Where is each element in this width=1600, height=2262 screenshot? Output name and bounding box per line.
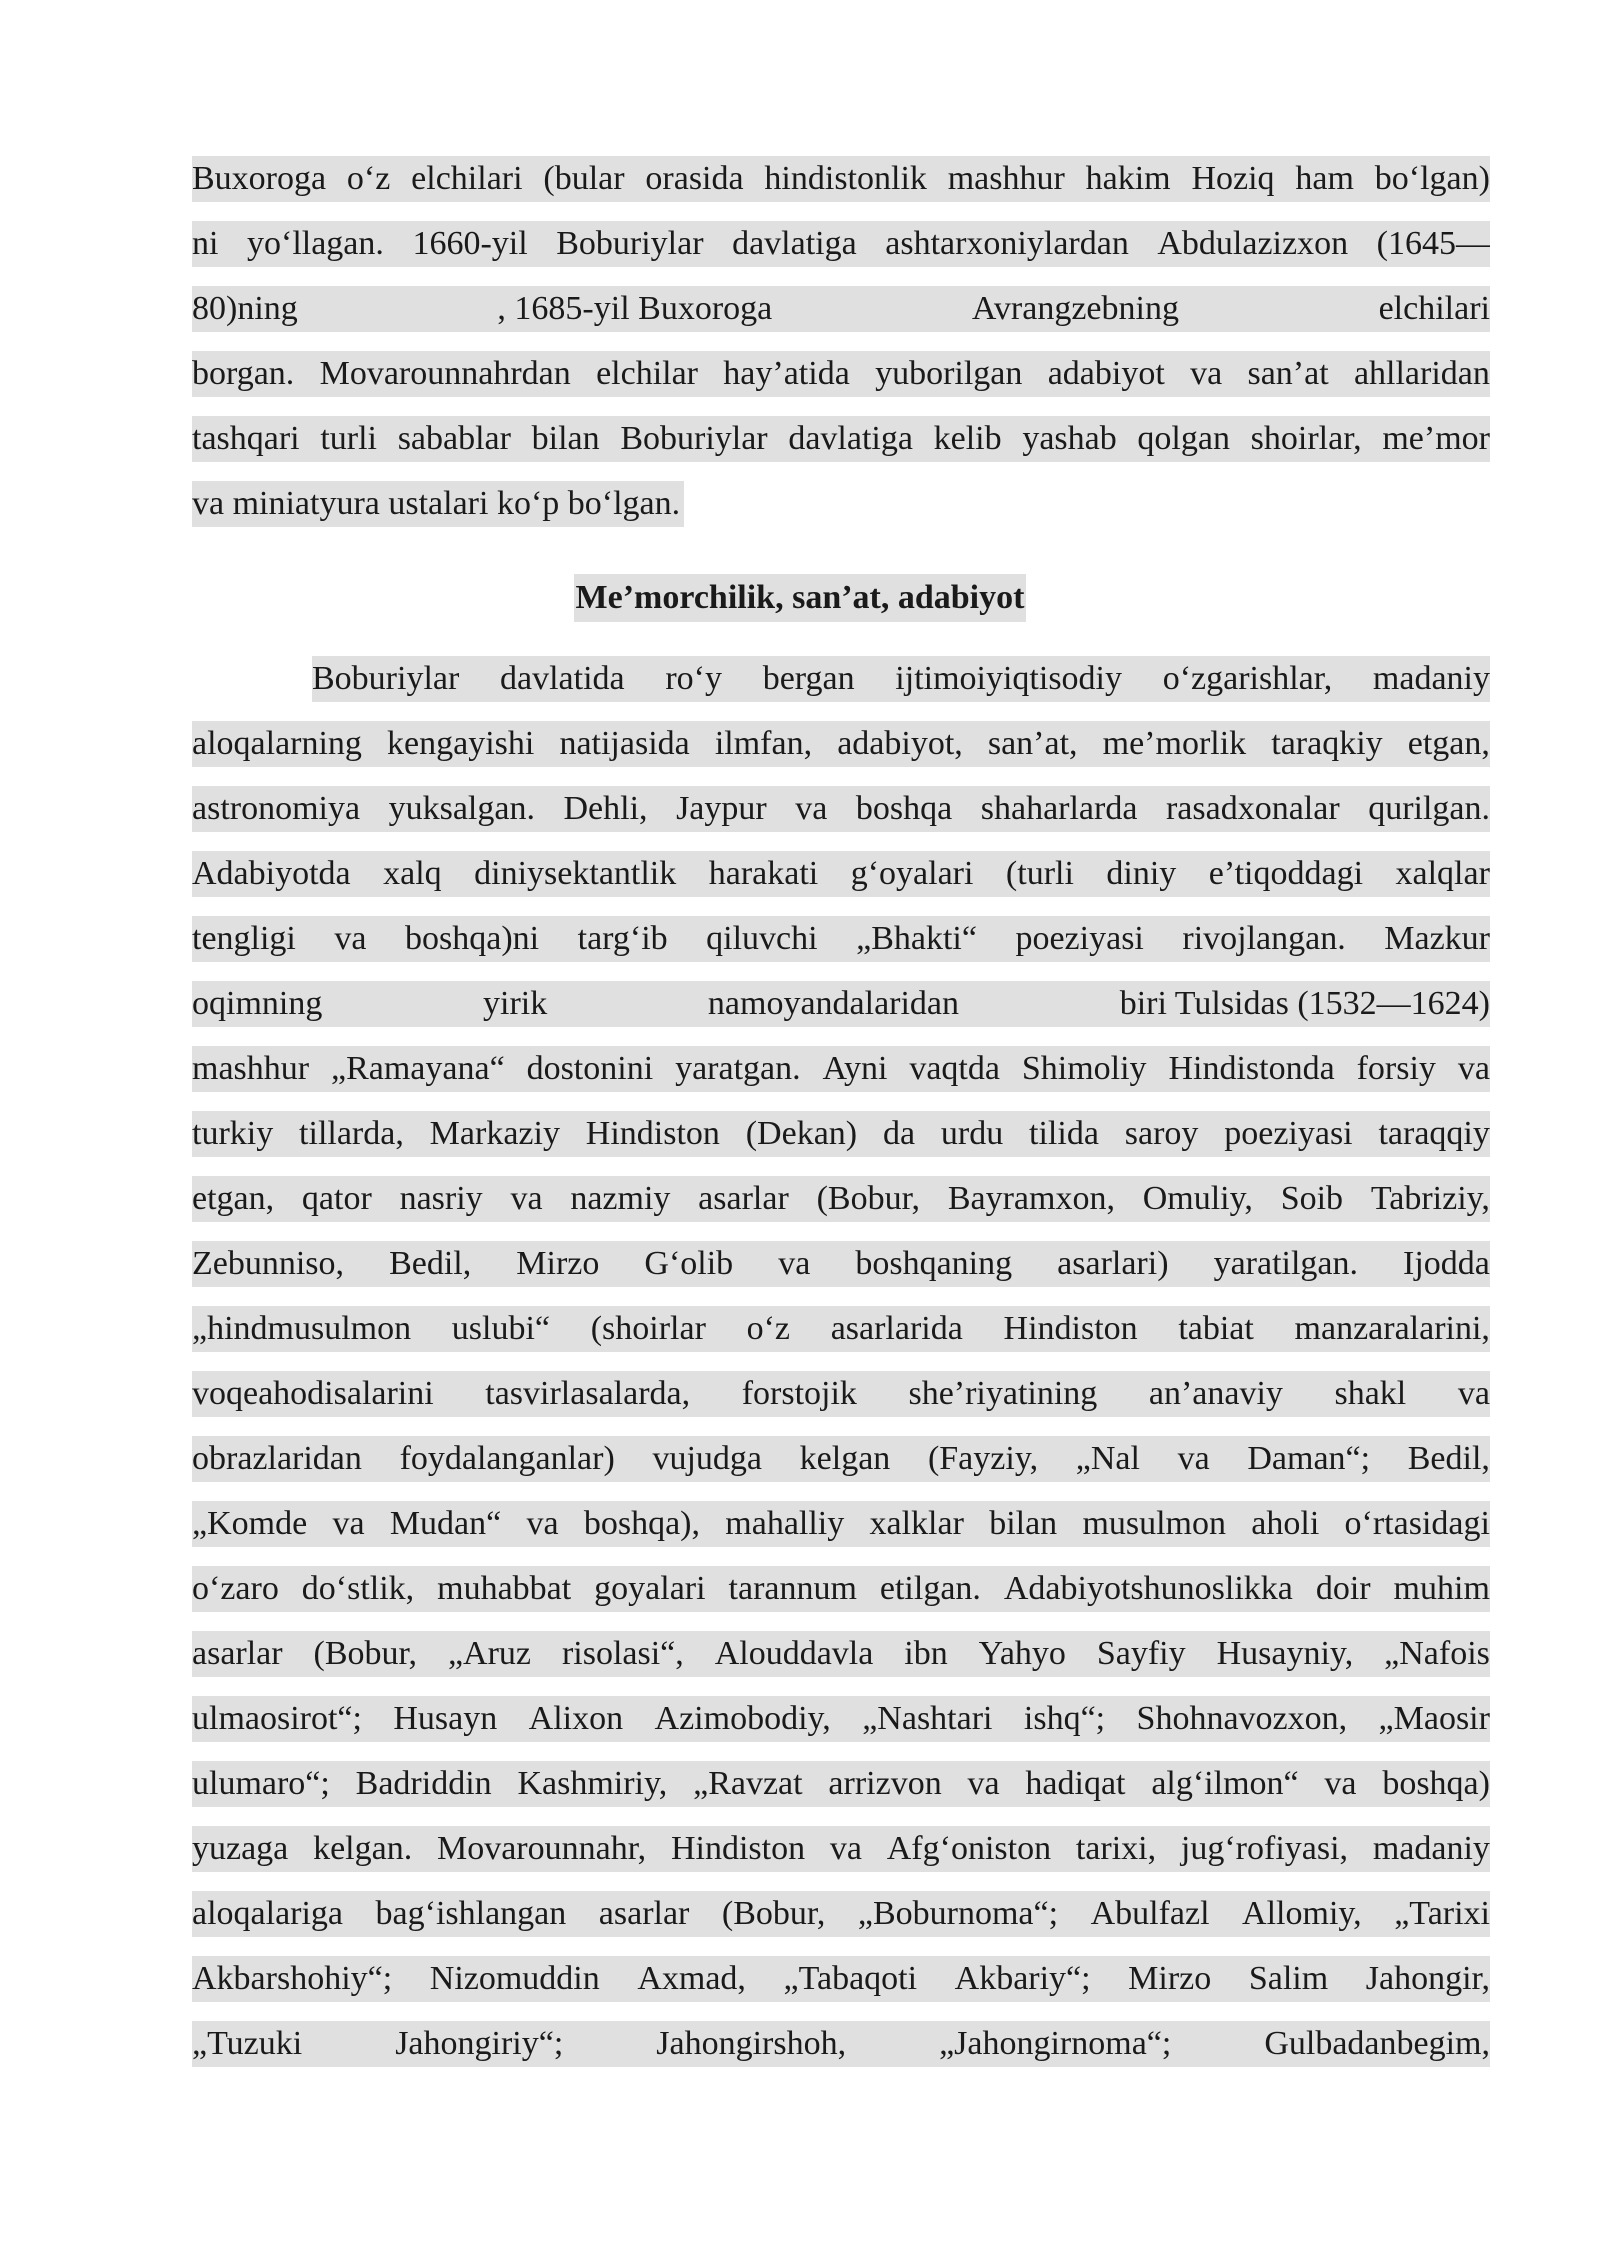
word: Ijodda [1403,1245,1490,1282]
word: va [334,920,367,957]
word: 1660-yil [412,225,528,262]
text-line [192,1956,1490,2002]
word: bo‘lgan) [1374,160,1490,197]
word: aholi [1251,1505,1320,1542]
word: asarlar [598,1895,690,1932]
word: Boburiylar [312,660,460,697]
text-line [192,156,1490,202]
word: yuksalgan. [388,790,535,827]
word: nasriy [399,1180,483,1217]
word: o‘zaro [192,1570,279,1607]
word: yuborilgan [875,355,1023,392]
word: turli [320,420,377,457]
word: „Bhakti“ [856,920,977,957]
word: Boburiylar [556,225,704,262]
word: tashqari [192,420,300,457]
word: davlatiga [788,420,913,457]
text-line [192,1436,1490,1482]
word: Adabiyotshunoslikka [1003,1570,1293,1607]
word: davlatida [500,660,625,697]
word: me’mor [1382,420,1490,457]
word: Jahongirshoh, [656,2025,847,2062]
word: poeziyasi [1015,920,1144,957]
word: Hindiston [585,1115,720,1152]
word: madaniy [1372,1830,1490,1867]
word: kelgan. [313,1830,413,1867]
word: , 1685-yil Buxoroga [497,290,773,327]
word: Adabiyotda [192,855,351,892]
word: Dehli, [563,790,648,827]
word: Kashmiriy, [517,1765,668,1802]
text-line [192,1371,1490,1417]
word: o‘z [746,1310,790,1347]
word: asarlari) [1057,1245,1169,1282]
word: „Nal [1075,1440,1140,1477]
word: ijtimoiyiqtisodiy [895,660,1122,697]
text-line [192,1046,1490,1092]
word: Hindistonda [1168,1050,1335,1087]
word: Alouddavla [714,1635,874,1672]
word: musulmon [1082,1505,1227,1542]
word: ulumaro“; [192,1765,330,1802]
word: davlatiga [732,225,857,262]
word: va [1457,1375,1490,1412]
word: o‘zgarishlar, [1162,660,1333,697]
word: she’riyatining [908,1375,1098,1412]
text-line [192,286,1490,332]
word: san’at, [987,725,1078,762]
word: shakl [1334,1375,1407,1412]
word: Avrangzebning [971,290,1179,327]
word: „hindmusulmon [192,1310,412,1347]
word: shaharlarda [980,790,1138,827]
word: Omuliy, [1142,1180,1253,1217]
line-text: va miniatyura ustalari ko‘p bo‘lgan. [192,485,681,522]
word: G‘olib [644,1245,734,1282]
word: jug‘rofiyasi, [1180,1830,1349,1867]
word: Movarounnahr, [436,1830,647,1867]
word: borgan. [192,355,295,392]
word: xalq [383,855,442,892]
word: yaratgan. [675,1050,801,1087]
word: vaqtda [909,1050,1000,1087]
word: forsiy [1356,1050,1436,1087]
word: foydalanganlar) [399,1440,615,1477]
word: Mudan“ [389,1505,502,1542]
word: asarlar [192,1635,283,1672]
word: shoirlar, [1250,420,1362,457]
word: Akbariy“; [954,1960,1091,1997]
word: sabablar [397,420,511,457]
word: san’at [1247,355,1329,392]
word: tarannum [728,1570,857,1607]
word: ham [1295,160,1354,197]
text-line [192,416,1490,462]
word: Daman“; [1247,1440,1371,1477]
word: kengayishi [387,725,535,762]
text-line [192,1631,1490,1677]
word: madaniy [1372,660,1490,697]
word: Husayniy, [1216,1635,1354,1672]
word: obrazlaridan [192,1440,362,1477]
word: boshqaning [855,1245,1013,1282]
word: mashhur [192,1050,310,1087]
word: (1645— [1376,225,1490,262]
text-line [192,351,1490,397]
word: da [882,1115,916,1152]
text-line [192,1826,1490,1872]
word: ishq“; [1023,1700,1106,1737]
text-line [192,851,1490,897]
word: e’tiqoddagi [1208,855,1364,892]
word: natijasida [559,725,690,762]
word: aloqalariga [192,1895,344,1932]
word: poeziyasi [1224,1115,1353,1152]
word: Hoziq [1191,160,1275,197]
word: (bular [543,160,625,197]
word: goyalari [594,1570,706,1607]
word: „Tabaqoti [783,1960,918,1997]
word: tengligi [192,920,296,957]
section-heading [0,574,1600,622]
word: Jahongiriy“; [395,2025,564,2062]
word: Alixon [528,1700,624,1737]
word: asarlar [698,1180,789,1217]
text-line [192,2021,1490,2067]
word: tilida [1029,1115,1099,1152]
word: qurilgan. [1368,790,1490,827]
word: oqimning [192,985,323,1022]
text-line [192,221,1490,267]
word: yo‘llagan. [247,225,384,262]
word: yaratilgan. [1213,1245,1358,1282]
word: orasida [645,160,744,197]
word: (Bobur, [721,1895,826,1932]
word: rivojlangan. [1182,920,1346,957]
word: va [778,1245,811,1282]
word: boshqa) [1382,1765,1490,1802]
word: namoyandalaridan [707,985,960,1022]
word: Abdulazizxon [1157,225,1349,262]
word: boshqa)ni [405,920,540,957]
word: va [795,790,828,827]
word: Yahyo [978,1635,1066,1672]
word: yuzaga [192,1830,289,1867]
word: aloqalarning [192,725,362,762]
word: muhabbat [437,1570,572,1607]
word: Gulbadanbegim, [1264,2025,1490,2062]
word: Akbarshohiy“; [192,1960,393,1997]
word: qator [301,1180,372,1217]
word: 80)ning [192,290,298,327]
text-line [192,1176,1490,1222]
word: risolasi“, [561,1635,684,1672]
word: forstojik [741,1375,857,1412]
word: kelib [933,420,1002,457]
word: Soib [1280,1180,1344,1217]
word: turkiy [192,1115,274,1152]
word: ashtarxoniylardan [885,225,1129,262]
word: diniysektantlik [474,855,677,892]
word: alg‘ilmon“ [1151,1765,1299,1802]
word: hindistonlik [764,160,927,197]
word: hadiqat [1025,1765,1126,1802]
word: mashhur [947,160,1065,197]
word: Allomiy, [1242,1895,1362,1932]
word: adabiyot, [837,725,963,762]
word: uslubi“ [451,1310,551,1347]
word: (Dekan) [745,1115,858,1152]
word: vujudga [652,1440,762,1477]
word: Zebunniso, [192,1245,345,1282]
word: Abulfazl [1090,1895,1210,1932]
word: Hindiston [1003,1310,1138,1347]
word: xalklar [869,1505,964,1542]
word: va [510,1180,543,1217]
text-line [192,1501,1490,1547]
word: arrizvon [828,1765,942,1802]
word: va [967,1765,1000,1802]
word: me’morlik [1102,725,1247,762]
word: (Fayziy, [927,1440,1039,1477]
word: Axmad, [637,1960,746,1997]
word: boshqa), [583,1505,701,1542]
word: „Nashtari [862,1700,993,1737]
text-line [192,981,1490,1027]
word: „Aruz [447,1635,532,1672]
word: doir [1315,1570,1371,1607]
word: tarixi, [1075,1830,1157,1867]
text-line [192,916,1490,962]
word: (shoirlar [590,1310,706,1347]
word: g‘oyalari [850,855,974,892]
word: qiluvchi [706,920,818,957]
word: qolgan [1137,420,1230,457]
word: yirik [483,985,548,1022]
word: urdu [940,1115,1004,1152]
word: Nizomuddin [429,1960,600,1997]
word: bilan [531,420,600,457]
word: bergan [762,660,855,697]
word: Hindiston [670,1830,806,1867]
word: harakati [708,855,819,892]
word: Mazkur [1384,920,1490,957]
text-line [192,1306,1490,1352]
word: „Tuzuki [192,2025,303,2062]
word: tillarda, [299,1115,404,1152]
word: Azimobodiy, [654,1700,831,1737]
word: va [526,1505,559,1542]
word: biri Tulsidas (1532—1624) [1119,985,1490,1022]
word: elchilari [1378,290,1490,327]
word: Sayfiy [1096,1635,1186,1672]
word: dostonini [526,1050,654,1087]
word: Bedil, [389,1245,472,1282]
word: Tabriziy, [1370,1180,1490,1217]
word: „Maosir [1378,1700,1490,1737]
word: va [1190,355,1223,392]
word: kelgan [799,1440,891,1477]
word: saroy [1124,1115,1199,1152]
word: ro‘y [665,660,722,697]
word: va [1324,1765,1357,1802]
word: ilmfan, [714,725,813,762]
word: adabiyot [1047,355,1165,392]
word: boshqa [855,790,953,827]
text-line [192,481,684,527]
word: diniy [1106,855,1177,892]
word: Afg‘oniston [886,1830,1052,1867]
text-line [192,1241,1490,1287]
word: an’anaviy [1148,1375,1283,1412]
word: Husayn [393,1700,498,1737]
word: Bedil, [1407,1440,1490,1477]
word: elchilar [596,355,698,392]
word: Bayramxon, [947,1180,1115,1217]
word: va [829,1830,862,1867]
word: (Bobur, [816,1180,921,1217]
word: bilan [989,1505,1058,1542]
word: Boburiylar [620,420,768,457]
word: ibn [904,1635,948,1672]
word: voqeahodisalarini [192,1375,434,1412]
word: Markaziy [429,1115,560,1152]
text-line [192,1761,1490,1807]
word: va [1177,1440,1210,1477]
word: tabiat [1178,1310,1254,1347]
word: tasvirlasalarda, [485,1375,691,1412]
word: ni [192,225,219,262]
section-heading-text: Me’morchilik, san’at, adabiyot [574,574,1027,622]
word: Mirzo [1128,1960,1212,1997]
word: do‘stlik, [301,1570,415,1607]
text-line [312,656,1490,702]
word: Shohnavozxon, [1136,1700,1348,1737]
word: bag‘ishlangan [375,1895,567,1932]
word: va [332,1505,365,1542]
word: „Nafois [1384,1635,1490,1672]
word: Salim [1248,1960,1329,1997]
word: Badriddin [355,1765,492,1802]
word: yashab [1022,420,1117,457]
word: taraqkiy [1271,725,1383,762]
text-line [192,1111,1490,1157]
word: ulmaosirot“; [192,1700,362,1737]
word: taraqqiy [1378,1115,1490,1152]
word: „Tarixi [1394,1895,1490,1932]
word: mahalliy [725,1505,845,1542]
word: o‘z [346,160,391,197]
word: manzaralarini, [1294,1310,1490,1347]
word: ahllaridan [1353,355,1490,392]
word: „Boburnoma“; [857,1895,1059,1932]
word: Movarounnahrdan [319,355,571,392]
word: nazmiy [570,1180,671,1217]
word: „Komde [192,1505,308,1542]
word: (turli [1005,855,1074,892]
text-line [192,1891,1490,1937]
word: etilgan. [879,1570,981,1607]
word: elchilari [411,160,523,197]
word: rasadxonalar [1165,790,1340,827]
text-line [192,786,1490,832]
text-line [192,1696,1490,1742]
word: asarlarida [830,1310,963,1347]
word: hakim [1085,160,1171,197]
word: va [1457,1050,1490,1087]
word: Shimoliy [1021,1050,1147,1087]
word: etgan, [192,1180,275,1217]
word: „Jahongirnoma“; [939,2025,1172,2062]
word: Jahongir, [1365,1960,1490,1997]
word: Jaypur [676,790,767,827]
word: Ayni [822,1050,888,1087]
word: astronomiya [192,790,361,827]
word: xalqlar [1395,855,1490,892]
text-line [192,721,1490,767]
word: targ‘ib [577,920,668,957]
word: o‘rtasidagi [1344,1505,1490,1542]
word: hay’atida [723,355,850,392]
word: Mirzo [516,1245,600,1282]
word: muhim [1393,1570,1490,1607]
word: etgan, [1407,725,1490,762]
word: „Ramayana“ [331,1050,505,1087]
text-line [192,1566,1490,1612]
word: „Ravzat [693,1765,803,1802]
word: (Bobur, [313,1635,418,1672]
word: Buxoroga [192,160,327,197]
